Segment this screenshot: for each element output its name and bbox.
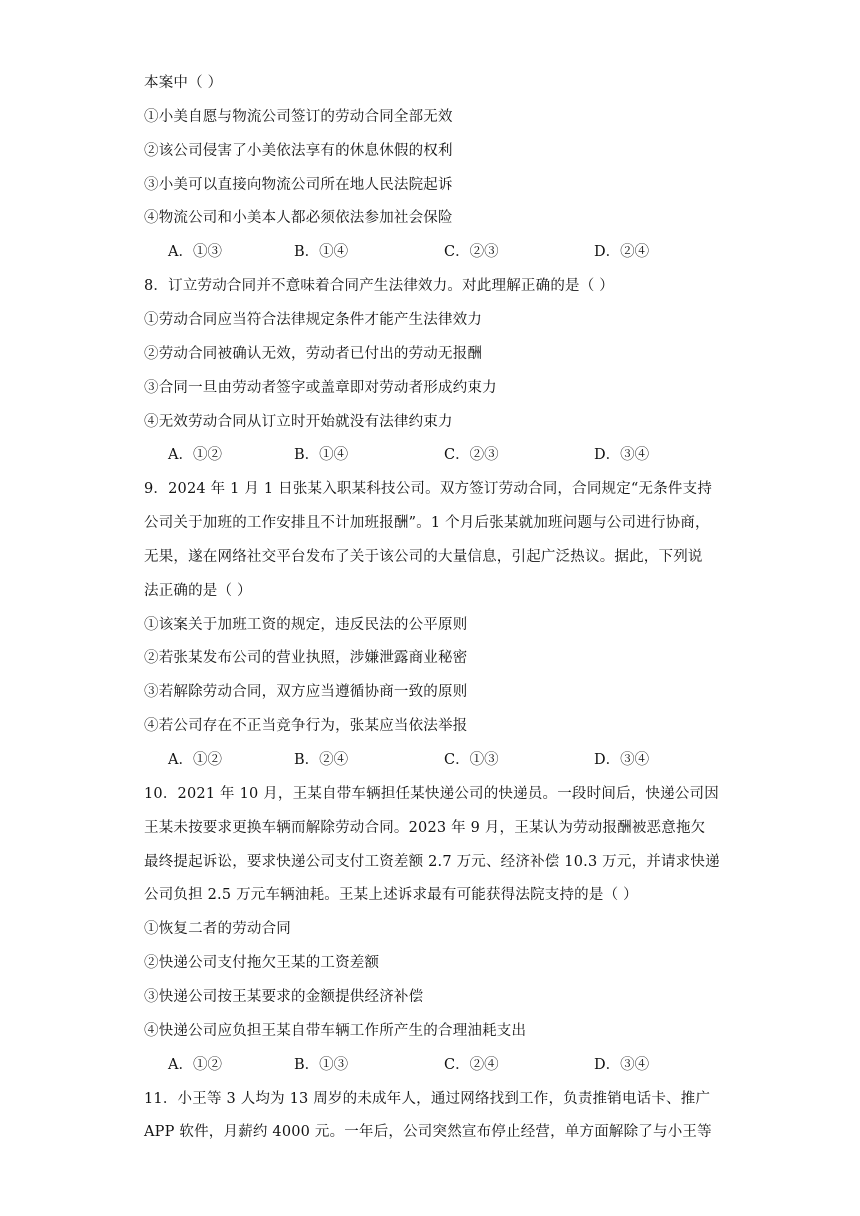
text-line: ①恢复二者的劳动合同 [144, 921, 291, 937]
text-line: 王某未按要求更换车辆而解除劳动合同。2023 年 9 月，王某认为劳动报酬被恶意拖欠 [144, 820, 706, 836]
answer-option: D．②④ [594, 244, 650, 260]
text-line: ④快递公司应负担王某自带车辆工作所产生的合理油耗支出 [144, 1023, 527, 1039]
answer-option: D．③④ [594, 752, 650, 768]
text-line: ③快递公司按王某要求的金额提供经济补偿 [144, 989, 424, 1005]
text-line: ②快递公司支付拖欠王某的工资差额 [144, 955, 380, 971]
text-line: ②劳动合同被确认无效，劳动者已付出的劳动无报酬 [144, 346, 483, 362]
text-line: 11．小王等 3 人均为 13 周岁的未成年人，通过网络找到工作，负责推销电话卡、推广 [144, 1091, 711, 1107]
answer-option: C．②③ [444, 244, 499, 260]
text-line: ①该案关于加班工资的规定，违反民法的公平原则 [144, 617, 468, 633]
text-line: ①劳动合同应当符合法律规定条件才能产生法律效力 [144, 312, 483, 328]
answer-option: B．②④ [294, 752, 349, 768]
answer-option: A．①③ [168, 244, 222, 260]
text-line: ②若张某发布公司的营业执照，涉嫌泄露商业秘密 [144, 650, 468, 666]
answer-option: C．②③ [444, 447, 499, 463]
answer-option: B．①④ [294, 244, 349, 260]
text-line: ①小美自愿与物流公司签订的劳动合同全部无效 [144, 109, 453, 125]
answer-option: D．③④ [594, 1057, 650, 1073]
answer-option: C．①③ [444, 752, 499, 768]
text-line: ②该公司侵害了小美依法享有的休息休假的权利 [144, 143, 453, 159]
answer-option: A．①② [168, 752, 222, 768]
text-line: APP 软件，月薪约 4000 元。一年后，公司突然宣布停止经营，单方面解除了与小王等 [144, 1124, 712, 1140]
text-line: 法正确的是（ ） [144, 583, 252, 599]
answer-option: B．①③ [294, 1057, 349, 1073]
text-line: ③小美可以直接向物流公司所在地人民法院起诉 [144, 177, 453, 193]
text-line: 公司负担 2.5 万元车辆油耗。王某上述诉求最有可能获得法院支持的是（ ） [144, 887, 638, 903]
text-line: ③若解除劳动合同，双方应当遵循协商一致的原则 [144, 684, 468, 700]
text-line: 8．订立劳动合同并不意味着合同产生法律效力。对此理解正确的是（ ） [144, 278, 614, 294]
text-line: ④若公司存在不正当竞争行为，张某应当依法举报 [144, 718, 468, 734]
text-line: 无果，遂在网络社交平台发布了关于该公司的大量信息，引起广泛热议。据此，下列说 [144, 549, 703, 565]
answer-option: A．①② [168, 447, 222, 463]
text-line: 公司关于加班的工作安排且不计加班报酬”。1 个月后张某就加班问题与公司进行协商， [144, 515, 710, 531]
answer-option: B．①④ [294, 447, 349, 463]
answer-option: D．③④ [594, 447, 650, 463]
text-line: 本案中（ ） [144, 75, 223, 91]
answer-option: A．①② [168, 1057, 222, 1073]
text-line: 10．2021 年 10 月，王某自带车辆担任某快递公司的快递员。一段时间后，快递公司因 [144, 786, 719, 802]
text-line: ④物流公司和小美本人都必须依法参加社会保险 [144, 210, 453, 226]
text-line: ③合同一旦由劳动者签字或盖章即对劳动者形成约束力 [144, 380, 497, 396]
text-line: 最终提起诉讼，要求快递公司支付工资差额 2.7 万元、经济补偿 10.3 万元，并请求快递 [144, 854, 720, 870]
text-line: 9．2024 年 1 月 1 日张某入职某科技公司。双方签订劳动合同，合同规定“无条件支持 [144, 481, 713, 497]
answer-option: C．②④ [444, 1057, 499, 1073]
text-line: ④无效劳动合同从订立时开始就没有法律约束力 [144, 414, 453, 430]
